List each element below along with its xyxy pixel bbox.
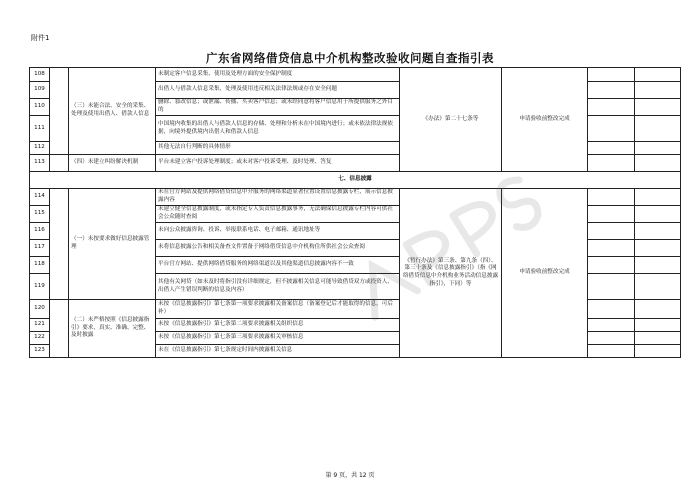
row-number: 117 [30,240,50,257]
basis-cell: 《暂行办法》第三条、第九条（四）、第三十条及《信息披露指引》（指《网络借贷信息中介机构业务活动信息披露指引》，下同）等 [400,189,502,358]
issue-cell: 未按《信息披露指引》第七条第一项要求披露相关备案信息（备案登记后才能取得的信息，可后补） [156,300,400,319]
blank-cell[interactable] [588,257,635,274]
issue-cell: 中国境内收集的出借人与借款人信息的存储、处理和分析未在中国境内进行；或未依法律法规依据，向境外提供境内出借人和借款人信息 [156,116,400,142]
blank-cell[interactable] [588,319,635,332]
blank-cell[interactable] [635,300,681,319]
row-number: 113 [30,155,50,172]
blank-cell[interactable] [588,300,635,319]
category-cell: （二）未严格按照《信息披露指引》要求，真实、准确、完整、及时披露 [69,300,156,358]
page-footer: 第 9 页，共 12 页 [325,472,375,479]
row-number: 115 [30,206,50,223]
category-cell: （一）未按要求做好信息披露管理 [69,189,156,300]
blank-cell[interactable] [588,99,635,116]
row-number: 122 [30,332,50,345]
blank-cell[interactable] [635,116,681,142]
row-number: 121 [30,319,50,332]
blank-cell[interactable] [635,223,681,240]
blank-cell[interactable] [588,206,635,223]
row-number: 116 [30,223,50,240]
issue-cell: 出借人与借款人信息采集、处理及使用违反相关法律法规或存在安全问题 [156,82,400,99]
row-number: 110 [30,99,50,116]
blank-cell[interactable] [635,257,681,274]
row-number: 118 [30,257,50,274]
issue-cell: 未将信息披露公告和相关备查文件置备于网络借贷信息中介机构住所供社会公众查阅 [156,240,400,257]
basis-cell: 《办法》第二十七条等 [400,68,502,172]
blank-cell[interactable] [635,142,681,155]
blank-cell[interactable] [635,99,681,116]
issue-cell: 其他无法自行判断的具体情形 [156,142,400,155]
blank-cell[interactable] [635,274,681,300]
row-number: 123 [30,345,50,358]
blank-cell[interactable] [588,274,635,300]
blank-cell[interactable] [635,206,681,223]
row-number: 112 [30,142,50,155]
blank-cell[interactable] [588,116,635,142]
checkbox-cell[interactable] [50,155,69,172]
issue-cell: 未在官方网站及提供网络借贷信息中介服务的网络渠道显著位置设置信息披露专栏，展示信息披露内容 [156,189,400,206]
blank-cell[interactable] [588,82,635,99]
blank-cell[interactable] [635,332,681,345]
category-cell: （四）未建立纠纷解决机制 [69,155,156,172]
document-title: 广东省网络借贷信息中介机构整改验收问题自查指引表 [206,51,494,65]
table-row [30,189,681,206]
checklist-table [29,67,681,358]
issue-cell: 其他有关网贷（如未及时将指引没有详细规定，但不披露相关信息可能导致借贷双方或投资人、出借人产生错误判断的信息及内容） [156,274,400,300]
blank-cell[interactable] [635,68,681,82]
blank-cell[interactable] [635,319,681,332]
section-row [30,172,681,189]
blank-cell[interactable] [635,155,681,172]
category-cell: （三）未能合法、安全的采集、处理及使用出借人、借款人信息 [69,68,156,155]
issue-cell: 未建立健全信息披露制度，或未指定专人负责信息披露事务，无法确保信息披露专栏内容可供社会公众随时查阅 [156,206,400,223]
blank-cell[interactable] [635,345,681,358]
requirement-cell: 申请验收前整改完成 [502,68,588,172]
issue-cell: 未按《信息披露指引》第七条第三项要求披露相关审核信息 [156,332,400,345]
requirement-cell: 申请验收前整改完成 [502,189,588,358]
blank-cell[interactable] [588,142,635,155]
row-number: 111 [30,116,50,142]
table-row [30,68,681,82]
attachment-label: 附件1 [31,34,50,42]
blank-cell[interactable] [588,240,635,257]
blank-cell[interactable] [635,82,681,99]
row-number: 114 [30,189,50,206]
blank-cell[interactable] [588,68,635,82]
checkbox-cell[interactable] [50,189,69,300]
issue-cell: 平台未建立客户投诉处理制度；或未对客户投诉受理、及时处理、答复 [156,155,400,172]
row-number: 119 [30,274,50,300]
row-number: 108 [30,68,50,82]
issue-cell: 未制定客户信息采集、使用及处理方面的安全保护制度 [156,68,400,82]
issue-cell: 删除、篡改信息；或泄漏、传播、买卖客户信息；或未经同意将客户信息用于所提供服务之外目的 [156,99,400,116]
issue-cell: 未按《信息披露指引》第七条第二项要求披露相关组织信息 [156,319,400,332]
row-number: 109 [30,82,50,99]
blank-cell[interactable] [588,155,635,172]
checkbox-cell[interactable] [50,68,69,155]
blank-cell[interactable] [588,189,635,206]
section-title: 七、信息披露 [30,172,681,189]
issue-cell: 未在《信息披露指引》第七条规定时间内披露相关信息 [156,345,400,358]
checkbox-cell[interactable] [50,300,69,358]
blank-cell[interactable] [588,345,635,358]
issue-cell: 未向公众披露咨询、投诉、举报联系电话、电子邮箱、通讯地址等 [156,223,400,240]
blank-cell[interactable] [588,223,635,240]
blank-cell[interactable] [588,332,635,345]
blank-cell[interactable] [635,189,681,206]
row-number: 120 [30,300,50,319]
blank-cell[interactable] [635,240,681,257]
issue-cell: 平台官方网站、提供网络借贷服务的网络渠道以及其他渠道信息披露内容不一致 [156,257,400,274]
